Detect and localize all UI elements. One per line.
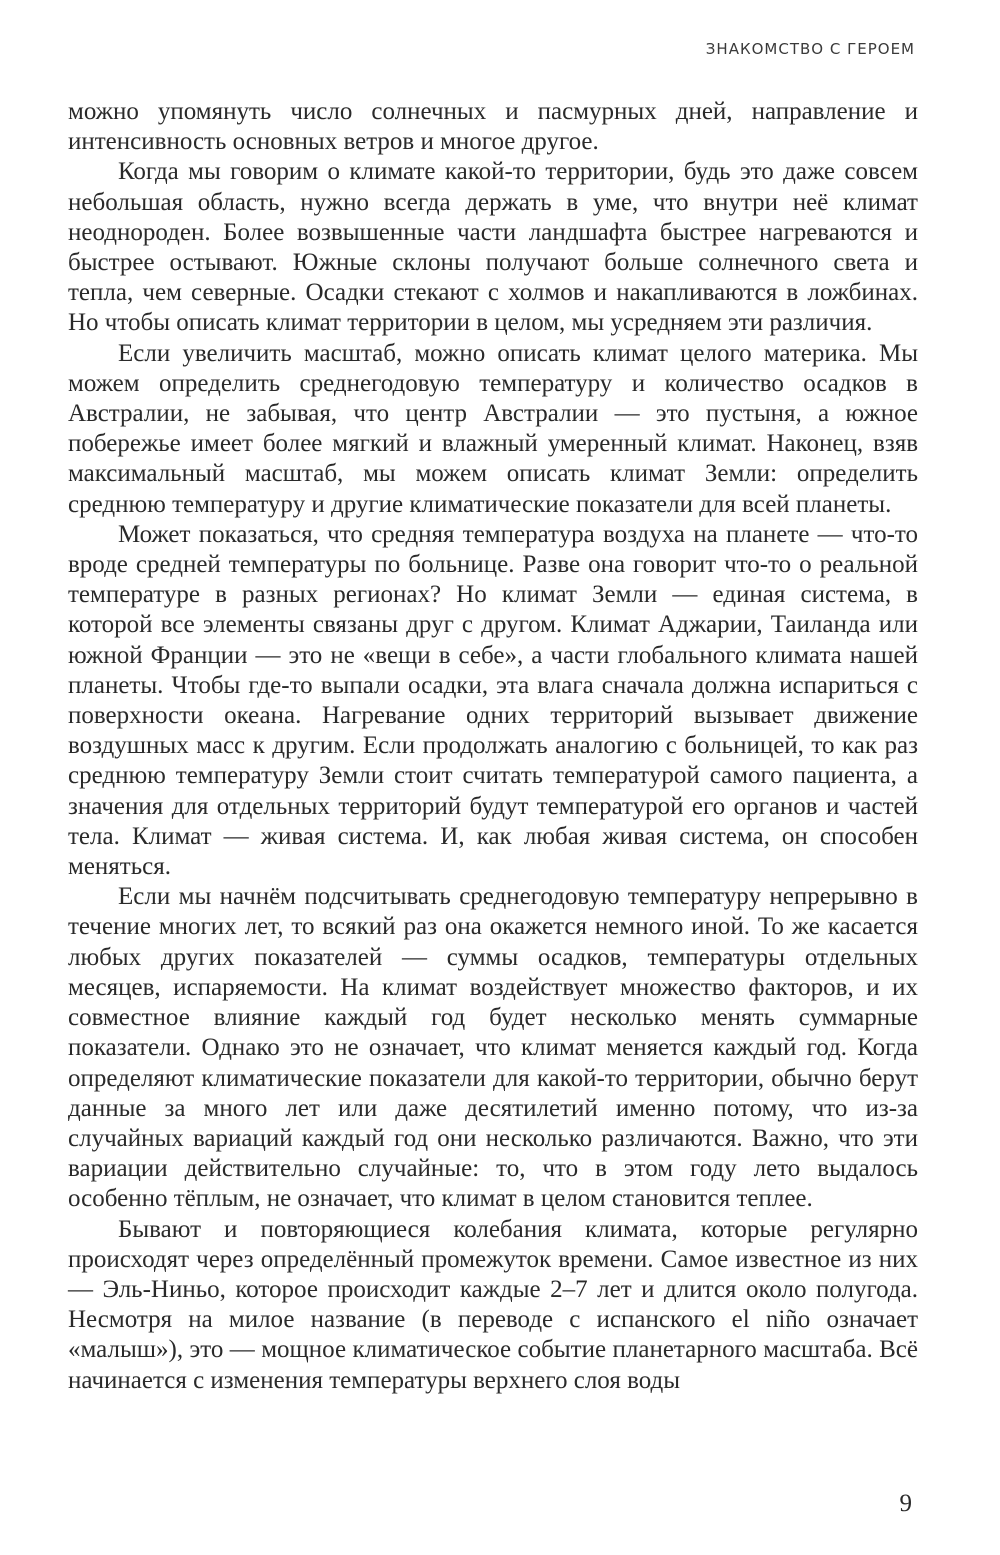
running-header: ЗНАКОМСТВО С ГЕРОЕМ <box>705 40 915 58</box>
paragraph-2: Когда мы говорим о климате какой-то территории, будь это даже совсем небольшая область, нужно всегда держать в уме, что внутри неё климат неоднороден. Более возвышенные части ландшафта быстрее нагреваются и быстрее остывают. Южные склоны получают больше солнечного света и тепла, чем северные. Осадки стекают с холмов и накапливаются в ложбинах. Но чтобы описать климат территории в целом, мы усредняем эти различия. <box>68 158 918 337</box>
paragraph-5: Если мы начнём подсчитывать среднегодовую температуру непрерывно в течение многих лет, то всякий раз она окажется немного иной. То же касается любых других показателей — суммы осадков, температуры отдельных месяцев, испаряемости. На климат воздействует множество факторов, и их совместное влияние каждый год будет несколько менять суммарные показатели. Однако это не означает, что климат меняется каждый год. Когда определяют климатические показатели для какой-то территории, обычно берут данные за много лет или даже десятилетий именно потому, что из-за случайных вариаций каждый год они несколько различаются. Важно, что эти вариации действительно случайные: то, что в этом году лето выдалось особенно тёплым, не означает, что климат в целом становится теплее. <box>68 883 918 1213</box>
paragraph-6: Бывают и повторяющиеся колебания климата, которые регулярно происходят через определённый промежуток времени. Самое известное из них — Эль-Ниньо, которое происходит каждые 2–7 лет и длится около полугода. Несмотря на милое название (в переводе с испанского el niño означает «малыш»), это — мощное климатическое событие планетарного масштаба. Всё начинается с изменения температуры верхнего слоя воды <box>68 1215 918 1394</box>
paragraph-4: Может показаться, что средняя температура воздуха на планете — что-то вроде средней температуры по больнице. Разве она говорит что-то о реальной температуре в разных регионах? Но климат Земли — единая система, в которой все элементы связаны друг с другом. Климат Аджарии, Таиланда или южной Франции — это не «вещи в себе», а части глобального климата нашей планеты. Чтобы где-то выпали осадки, эта влага сначала должна испариться с поверхности океана. Нагревание одних территорий вызывает движение воздушных масс к другим. Если продолжать аналогию с больницей, то как раз среднюю температуру Земли стоит считать температурой самого пациента, а значения для отдельных территорий будут температурой его органов и частей тела. Климат — живая система. И, как любая живая система, он способен меняться. <box>68 520 918 881</box>
page-number: 9 <box>899 1490 912 1517</box>
paragraph-1: можно упомянуть число солнечных и пасмурных дней, направление и интенсивность основных ветров и многое другое. <box>68 98 918 156</box>
body-text <box>68 97 918 1396</box>
paragraph-3: Если увеличить масштаб, можно описать климат целого материка. Мы можем определить среднегодовую температуру и количество осадков в Австралии, не забывая, что центр Австралии — это пустыня, а южное побережье имеет более мягкий и влажный умеренный климат. Наконец, взяв максимальный масштаб, мы можем описать климат Земли: определить среднюю температуру и другие климатические показатели для всей планеты. <box>68 339 918 518</box>
